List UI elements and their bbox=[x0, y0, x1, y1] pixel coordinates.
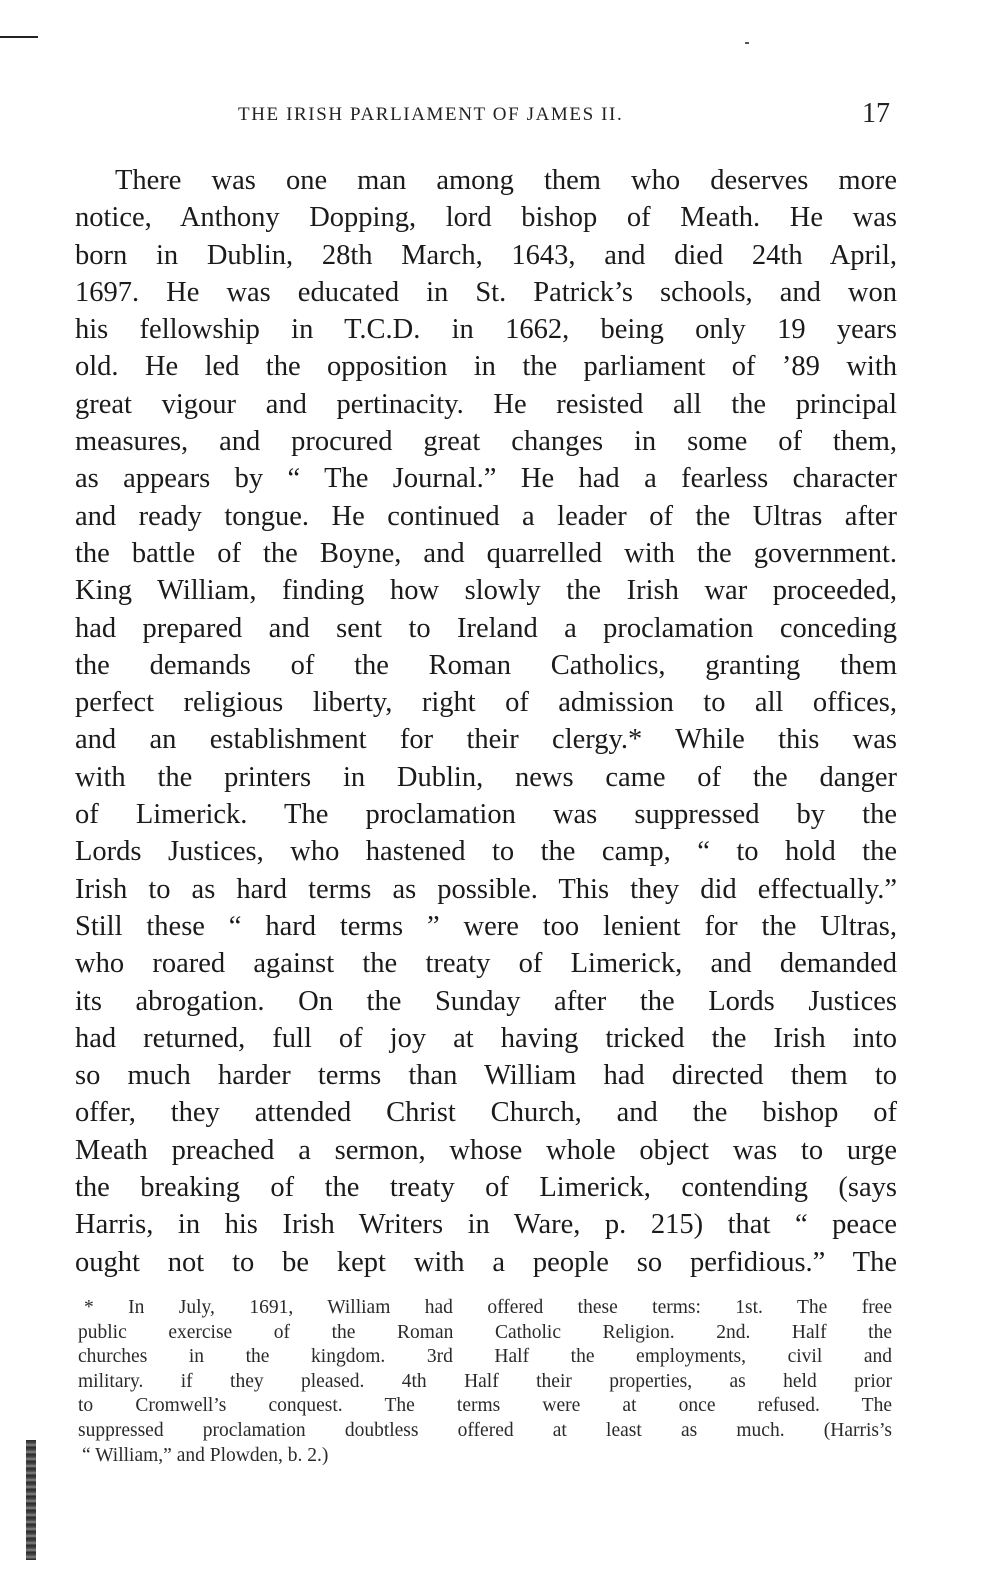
scan-speck bbox=[745, 42, 749, 44]
body-line: had returned, full of joy at having tricked the Irish into bbox=[75, 1022, 897, 1054]
body-line: his fellowship in T.C.D. in 1662, being only 19 years bbox=[75, 314, 897, 346]
body-line: who roared against the treaty of Limerick, and demanded bbox=[75, 948, 897, 980]
body-line: so much harder terms than William had directed them to bbox=[75, 1060, 897, 1092]
body-line: perfect religious liberty, right of admission to all offices, bbox=[75, 687, 897, 719]
body-line: Meath preached a sermon, whose whole object was to urge bbox=[75, 1134, 897, 1166]
body-text bbox=[75, 162, 897, 1281]
footnote-line: military. if they pleased. 4th Half their properties, as held prior bbox=[78, 1370, 892, 1392]
running-head: THE IRISH PARLIAMENT OF JAMES II. bbox=[238, 104, 624, 125]
body-line: measures, and procured great changes in some of them, bbox=[75, 426, 897, 458]
body-line: great vigour and pertinacity. He resisted all the principal bbox=[75, 388, 897, 420]
footnote-line: “ William,” and Plowden, b. 2.) bbox=[82, 1444, 329, 1466]
body-line: King William, finding how slowly the Irish war proceeded, bbox=[75, 575, 897, 607]
footnote-line: public exercise of the Roman Catholic Religion. 2nd. Half the bbox=[78, 1321, 892, 1343]
body-line: Harris, in his Irish Writers in Ware, p. 215) that “ peace bbox=[75, 1209, 897, 1241]
page-number: 17 bbox=[862, 98, 890, 129]
body-line: and ready tongue. He continued a leader of the Ultras after bbox=[75, 500, 897, 532]
binding-edge-shadow bbox=[26, 1440, 36, 1560]
scan-corner-mark bbox=[0, 36, 38, 38]
body-line: the battle of the Boyne, and quarrelled with the government. bbox=[75, 537, 897, 569]
body-line: the breaking of the treaty of Limerick, contending (says bbox=[75, 1172, 897, 1204]
body-line: ought not to be kept with a people so perfidious.” The bbox=[75, 1246, 897, 1278]
body-line: There was one man among them who deserves more bbox=[115, 165, 897, 196]
body-line: notice, Anthony Dopping, lord bishop of Meath. He was bbox=[75, 202, 897, 234]
body-line: had prepared and sent to Ireland a proclamation conceding bbox=[75, 612, 897, 644]
body-line: offer, they attended Christ Church, and the bishop of bbox=[75, 1097, 897, 1129]
body-line: Still these “ hard terms ” were too lenient for the Ultras, bbox=[75, 910, 897, 942]
body-line: as appears by “ The Journal.” He had a fearless character bbox=[75, 463, 897, 495]
body-line: of Limerick. The proclamation was suppressed by the bbox=[75, 799, 897, 831]
body-line: its abrogation. On the Sunday after the Lords Justices bbox=[75, 985, 897, 1017]
body-line: with the printers in Dublin, news came of the danger bbox=[75, 761, 897, 793]
footnote-line: to Cromwell’s conquest. The terms were at once refused. The bbox=[78, 1395, 892, 1417]
body-line: and an establishment for their clergy.* While this was bbox=[75, 724, 897, 756]
body-line: born in Dublin, 28th March, 1643, and died 24th April, bbox=[75, 239, 897, 271]
footnote-line: suppressed proclamation doubtless offered at least as much. (Harris’s bbox=[78, 1419, 892, 1441]
body-line: Lords Justices, who hastened to the camp, “ to hold the bbox=[75, 836, 897, 868]
body-line: Irish to as hard terms as possible. This they did effectually.” bbox=[75, 873, 897, 905]
body-line: old. He led the opposition in the parliament of ’89 with bbox=[75, 351, 897, 383]
footnote bbox=[78, 1296, 892, 1468]
body-line: the demands of the Roman Catholics, granting them bbox=[75, 649, 897, 681]
footnote-line: * In July, 1691, William had offered these terms: 1st. The free bbox=[84, 1297, 892, 1318]
body-line: 1697. He was educated in St. Patrick’s schools, and won bbox=[75, 276, 897, 308]
footnote-line: churches in the kingdom. 3rd Half the employments, civil and bbox=[78, 1346, 892, 1368]
